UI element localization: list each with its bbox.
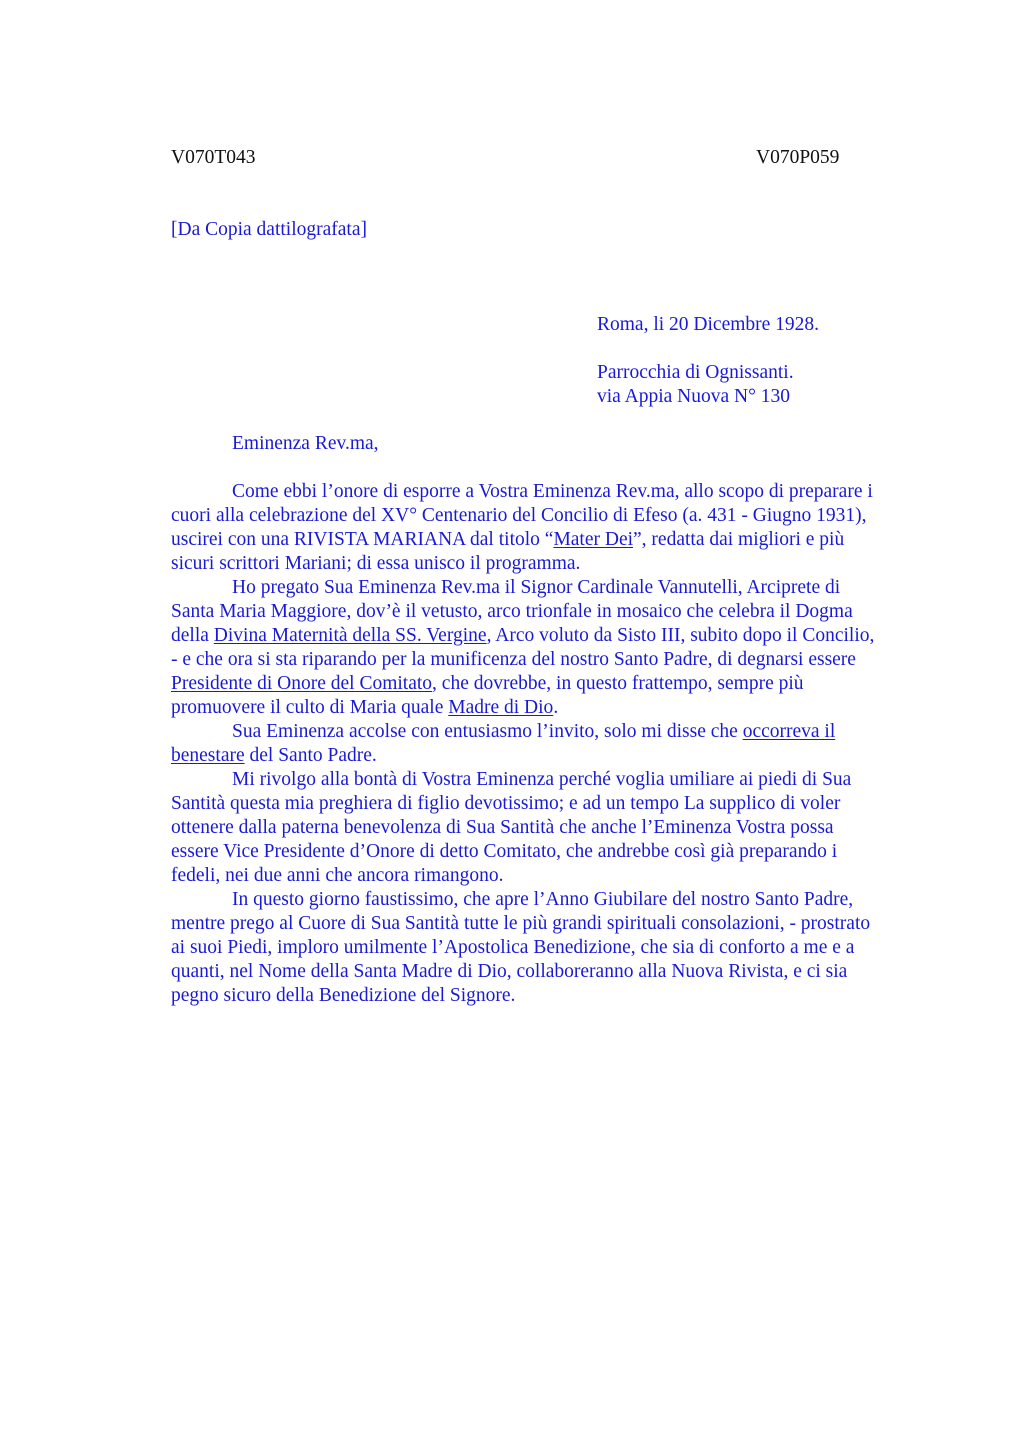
underlined-occorreva: occorreva il — [742, 721, 836, 742]
text-run: , che dovrebbe, in questo frattempo, sempre più — [432, 673, 804, 694]
underlined-madre-di-dio: Madre di Dio — [448, 697, 554, 718]
paragraph-line: Santità questa mia preghiera di figlio devotissimo; e ad un tempo La supplico di voler — [171, 793, 841, 814]
paragraph-line — [171, 624, 923, 648]
paragraph-line — [171, 720, 923, 744]
text-run: del Santo Padre. — [244, 745, 377, 766]
text-run: ”, redatta dai migliori e più — [633, 529, 845, 550]
paragraph-line: quanti, nel Nome della Santa Madre di Dio, collaboreranno alla Nuova Rivista, e ci sia — [171, 961, 848, 982]
address-block — [597, 361, 794, 409]
text-run: Sua Eminenza accolse con entusiasmo l’invito, solo mi disse che — [232, 721, 743, 742]
paragraph-line: Mi rivolgo alla bontà di Vostra Eminenza perché voglia umiliare ai piedi di Sua — [232, 769, 852, 790]
text-run: promuovere il culto di Maria quale — [171, 697, 449, 718]
document-code-left: V070T043 — [171, 147, 256, 168]
letter-body — [171, 480, 923, 1008]
underlined-divina-maternita: Divina Maternità della SS. Vergine — [213, 625, 487, 646]
paragraph-line — [171, 528, 923, 552]
underlined-benestare: benestare — [171, 745, 245, 766]
paragraph-line: ottenere dalla paterna benevolenza di Sua Santità che anche l’Eminenza Vostra possa — [171, 817, 834, 838]
underlined-presidente-onore: Presidente di Onore del Comitato — [171, 673, 433, 694]
paragraph-line — [171, 744, 923, 768]
address-line-1: Parrocchia di Ognissanti. — [597, 362, 794, 383]
paragraph-line: cuori alla celebrazione del XV° Centenario del Concilio di Efeso (a. 431 - Giugno 1931), — [171, 505, 867, 526]
address-line-2: via Appia Nuova N° 130 — [597, 386, 791, 407]
text-run: uscirei con una RIVISTA MARIANA dal titolo “ — [171, 529, 554, 550]
paragraph-3 — [171, 720, 923, 768]
underlined-title-mater-dei: Mater Dei — [553, 529, 634, 550]
paragraph-line — [171, 696, 923, 720]
paragraph-1 — [171, 480, 923, 576]
paragraph-line: pegno sicuro della Benedizione del Signore. — [171, 985, 516, 1006]
document-code-right: V070P059 — [756, 147, 840, 168]
text-run: . — [553, 697, 559, 718]
paragraph-2 — [171, 576, 923, 720]
paragraph-4 — [171, 768, 923, 888]
paragraph-line: sicuri scrittori Mariani; di essa unisco il programma. — [171, 553, 581, 574]
text-run: , Arco voluto da Sisto III, subito dopo il Concilio, — [486, 625, 875, 646]
paragraph-line: - e che ora si sta riparando per la munificenza del nostro Santo Padre, di degnarsi essere — [171, 649, 856, 670]
paragraph-line: fedeli, nei due anni che ancora rimangono. — [171, 865, 504, 886]
paragraph-line: Come ebbi l’onore di esporre a Vostra Eminenza Rev.ma, allo scopo di preparare i — [232, 481, 873, 502]
paragraph-line: ai suoi Piedi, imploro umilmente l’Apostolica Benedizione, che sia di conforto a me e a — [171, 937, 855, 958]
paragraph-line: In questo giorno faustissimo, che apre l’Anno Giubilare del nostro Santo Padre, — [232, 889, 854, 910]
paragraph-line: essere Vice Presidente d’Onore di detto Comitato, che andrebbe così già preparando i — [171, 841, 838, 862]
paragraph-line: Santa Maria Maggiore, dov’è il vetusto, arco trionfale in mosaico che celebra il Dogma — [171, 601, 853, 622]
paragraph-5 — [171, 888, 923, 1008]
text-run: della — [171, 625, 214, 646]
source-note: [Da Copia dattilografata] — [171, 219, 367, 240]
salutation: Eminenza Rev.ma, — [232, 433, 379, 454]
date-line: Roma, li 20 Dicembre 1928. — [597, 314, 820, 335]
paragraph-line — [171, 672, 923, 696]
paragraph-line: mentre prego al Cuore di Sua Santità tutte le più grandi spirituali consolazioni, - prostrato — [171, 913, 871, 934]
paragraph-line: Ho pregato Sua Eminenza Rev.ma il Signor Cardinale Vannutelli, Arciprete di — [232, 577, 841, 598]
